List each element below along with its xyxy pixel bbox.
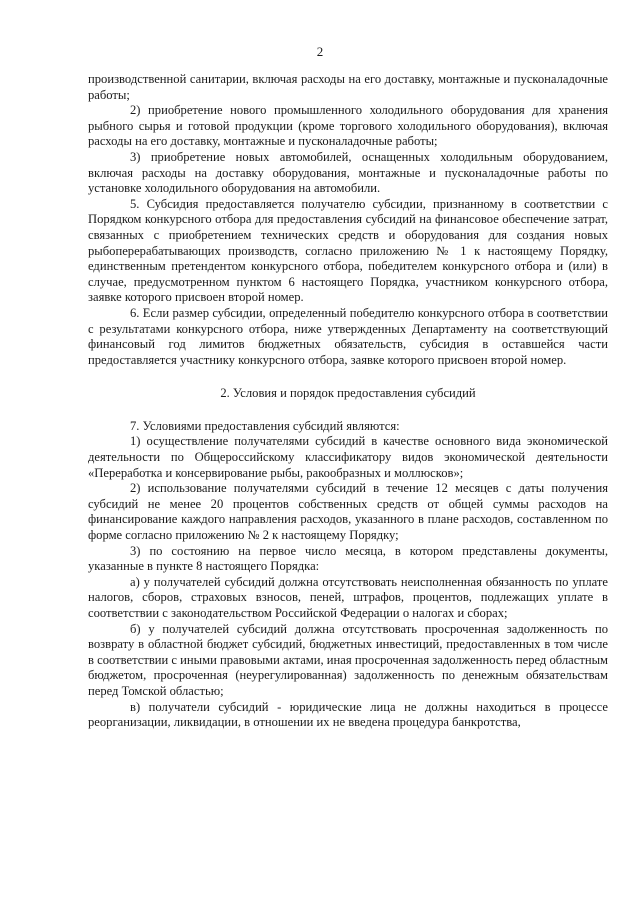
paragraph-condition-3: 3) по состоянию на первое число месяца, в котором представлены документы, указанные в пункте 8 настоящего Порядка: — [88, 543, 608, 574]
paragraph-item-3: 3) приобретение новых автомобилей, оснащенных холодильным оборудованием, включая расходы на доставку оборудования, монтажные и пусконаладочные работы по установке холодильного оборудования на автомобили. — [88, 149, 608, 196]
paragraph-clause-7: 7. Условиями предоставления субсидий являются: — [130, 418, 400, 433]
paragraph-subitem-a: а) у получателей субсидий должна отсутствовать неисполненная обязанность по уплате налогов, сборов, страховых взносов, пеней, штрафов, процентов, подлежащих уплате в соответствии с законодательством Российской Федерации о налогах и сборах; — [88, 574, 608, 620]
paragraph-subitem-b: б) у получателей субсидий должна отсутствовать просроченная задолженность по возврату в областной бюджет субсидий, бюджетных инвестиций, предоставленных в том числе в соответствии с иными правовыми актами, иная просроченная задолженность перед областным бюджетом, просроченная (неурегулированная) задолженность по денежным обязательствам перед Томской областью; — [88, 621, 608, 698]
paragraph-condition-1: 1) осуществление получателями субсидий в качестве основного вида экономической деятельности по Общероссийскому классификатору видов экономической деятельности «Переработка и консервирование рыбы, ракообразных и моллюсков»; — [88, 434, 608, 480]
section-heading: 2. Условия и порядок предоставления субсидий — [220, 386, 476, 401]
paragraph-subitem-v: в) получатели субсидий - юридические лица не должны находиться в процессе реорганизации, ликвидации, в отношении их не введена процедура банкротства, — [88, 699, 608, 730]
paragraph-clause-6: 6. Если размер субсидии, определенный победителю конкурсного отбора в соответствии с результатами конкурсного отбора, ниже утвержденных Департаменту на соответствующий финансовый год лимитов бюджетных обязательств, субсидия в оставшейся части предоставляется участнику конкурсного отбора, заявке которого присвоен второй номер. — [88, 305, 608, 367]
document-body — [88, 72, 608, 731]
paragraph-condition-2: 2) использование получателями субсидий в течение 12 месяцев с даты получения субсидий не менее 20 процентов собственных средств от общей суммы расходов на финансирование каждого направления расходов, указанного в плане расходов, составленном по форме согласно приложению № 2 к настоящему Порядку; — [88, 481, 608, 543]
paragraph-continuation: производственной санитарии, включая расходы на его доставку, монтажные и пусконаладочные работы; — [88, 72, 608, 102]
paragraph-clause-5: 5. Субсидия предоставляется получателю субсидии, признанному в соответствии с Порядком конкурсного отбора для предоставления субсидий на финансовое обеспечение затрат, связанных с приобретением технических средств и оборудования для создания новых рыбоперерабатывающих производств, согласно приложению № 1 к настоящему Порядку, единственным претендентом конкурсного отбора, победителем конкурсного отбора и (или) в случае, предусмотренном пунктом 6 настоящего Порядка, участником конкурсного отбора, заявке которого присвоен второй номер. — [88, 196, 608, 305]
page-number: 2 — [316, 44, 324, 59]
paragraph-item-2: 2) приобретение нового промышленного холодильного оборудования для хранения рыбного сырья и готовой продукции (кроме торгового холодильного оборудования), включая расходы на его доставку, монтажные и пусконаладочные работы; — [88, 103, 608, 149]
